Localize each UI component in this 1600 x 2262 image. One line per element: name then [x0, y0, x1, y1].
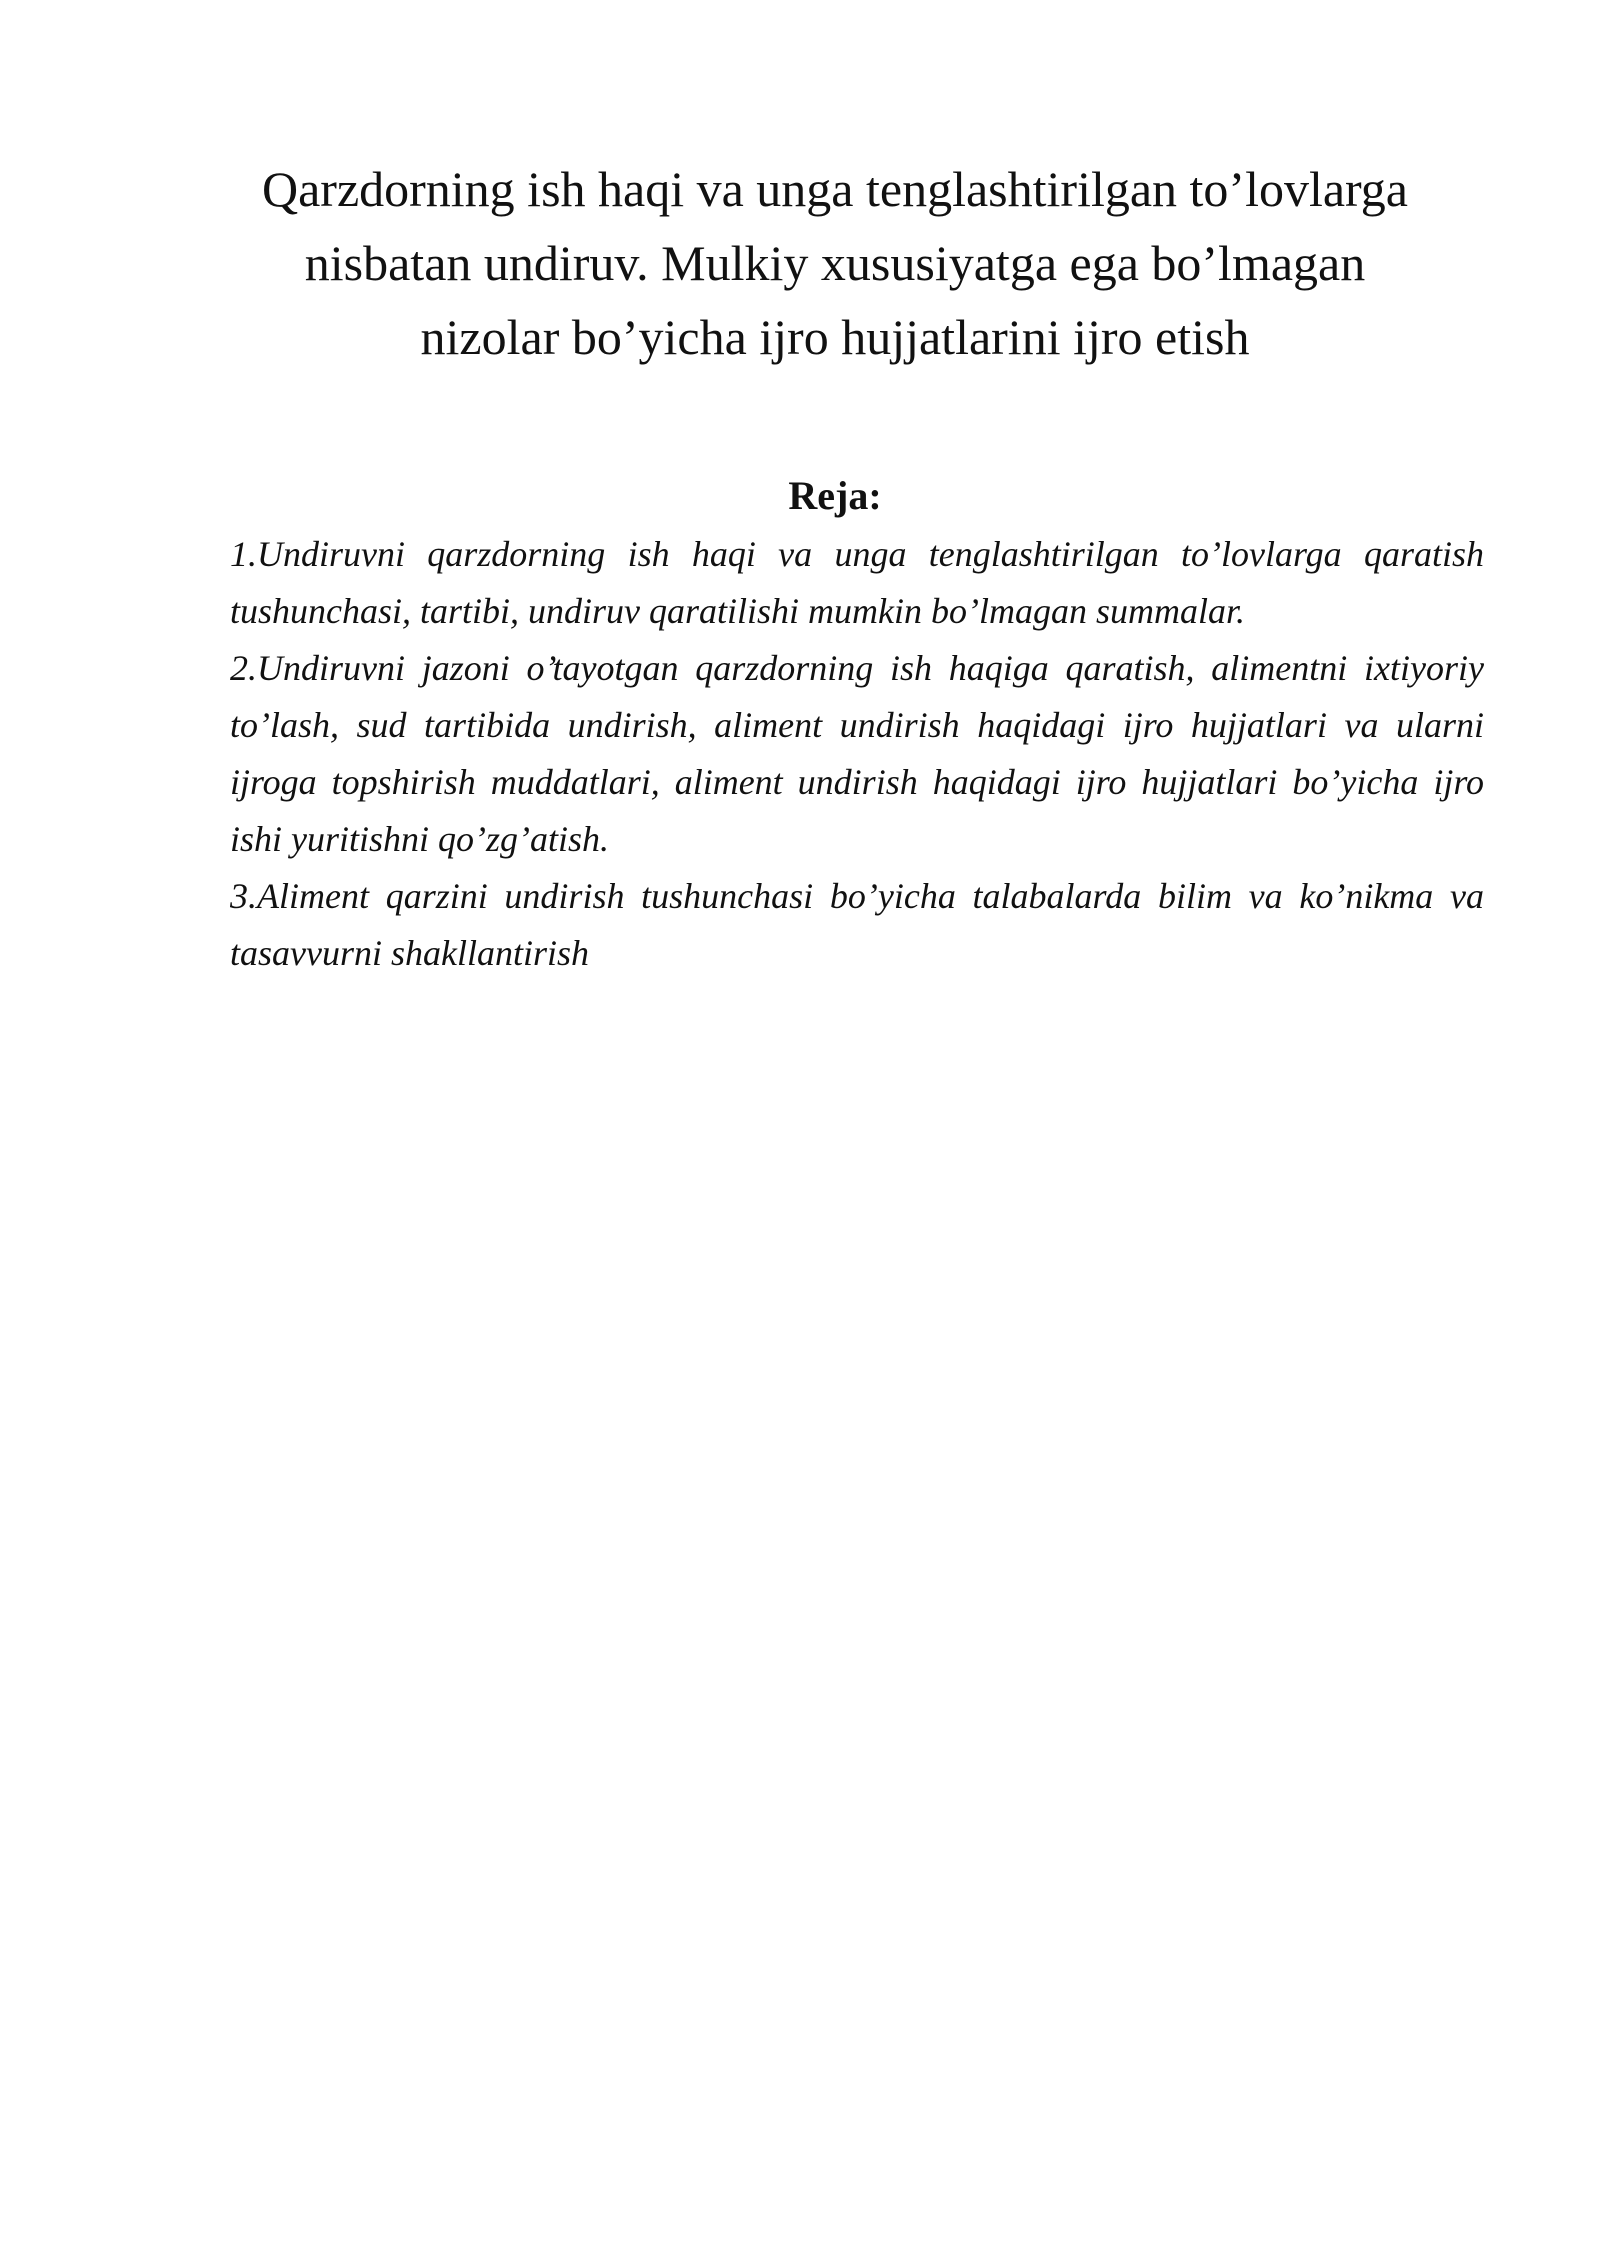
document-title: Qarzdorning ish haqi va unga tenglashtirilgan to’lovlarga nisbatan undiruv. Mulkiy xususiyatga ega bo’lmagan nizolar bo’yicha ijro hujjatlarini ijro etish	[262, 161, 1408, 365]
plan-list	[230, 526, 1484, 982]
plan-heading: Reja:	[788, 473, 882, 518]
plan-item: 1.Undiruvni qarzdorning ish haqi va unga tenglashtirilgan to’lovlarga qaratish tushunchasi, tartibi, undiruv qaratilishi mumkin bo’lmagan summalar.	[230, 534, 1484, 631]
plan-item: 3.Aliment qarzini undirish tushunchasi bo’yicha talabalarda bilim va ko’nikma va tasavvurni shakllantirish	[230, 876, 1484, 973]
plan-item: 2.Undiruvni jazoni o’tayotgan qarzdorning ish haqiga qaratish, alimentni ixtiyoriy to’lash, sud tartibida undirish, aliment undirish haqidagi ijro hujjatlari va ularni ijroga topshirish muddatlari, aliment undirish haqidagi ijro hujjatlari bo’yicha ijro ishi yuritishni qo’zg’atish.	[230, 648, 1484, 859]
